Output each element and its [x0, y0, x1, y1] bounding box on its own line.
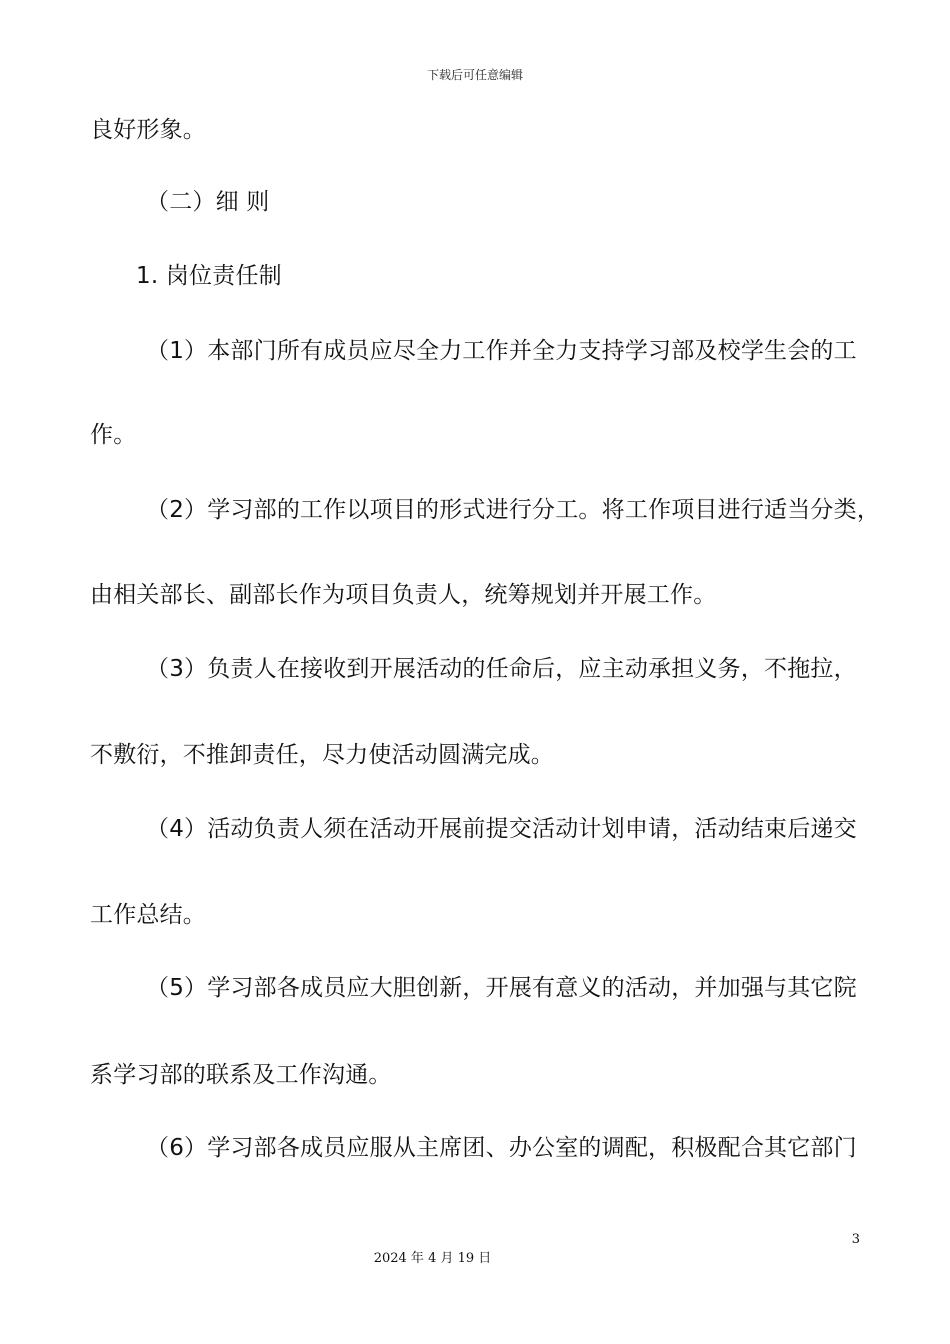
paragraph-line: （3）负责人在接收到开展活动的任命后，应主动承担义务，不拖拉， [146, 656, 857, 682]
footer-date: 2024 年 4 月 19 日 [373, 1251, 492, 1266]
paragraph-line: 由相关部长、副部长作为项目负责人，统筹规划并开展工作。 [90, 582, 717, 608]
paragraph-line: 良好形象。 [90, 117, 206, 143]
section-heading: （二）细 则 [146, 189, 270, 215]
paragraph-line: 工作总结。 [90, 902, 206, 928]
paragraph-line: （1）本部门所有成员应尽全力工作并全力支持学习部及校学生会的工 [146, 338, 857, 364]
page-number: 3 [851, 1232, 860, 1247]
paragraph-line: 作。 [90, 422, 137, 448]
page-header: 下载后可任意编辑 [426, 68, 523, 82]
paragraph-line: （2）学习部的工作以项目的形式进行分工。将工作项目进行适当分类， [146, 497, 881, 523]
subsection-heading: 1. 岗位责任制 [136, 263, 282, 289]
paragraph-line: 系学习部的联系及工作沟通。 [90, 1062, 392, 1088]
paragraph-line: （5）学习部各成员应大胆创新，开展有意义的活动，并加强与其它院 [146, 975, 857, 1001]
paragraph-line: （6）学习部各成员应服从主席团、办公室的调配，积极配合其它部门 [146, 1135, 857, 1161]
paragraph-line: （4）活动负责人须在活动开展前提交活动计划申请，活动结束后递交 [146, 816, 857, 842]
paragraph-line: 不敷衍，不推卸责任，尽力使活动圆满完成。 [90, 742, 554, 768]
